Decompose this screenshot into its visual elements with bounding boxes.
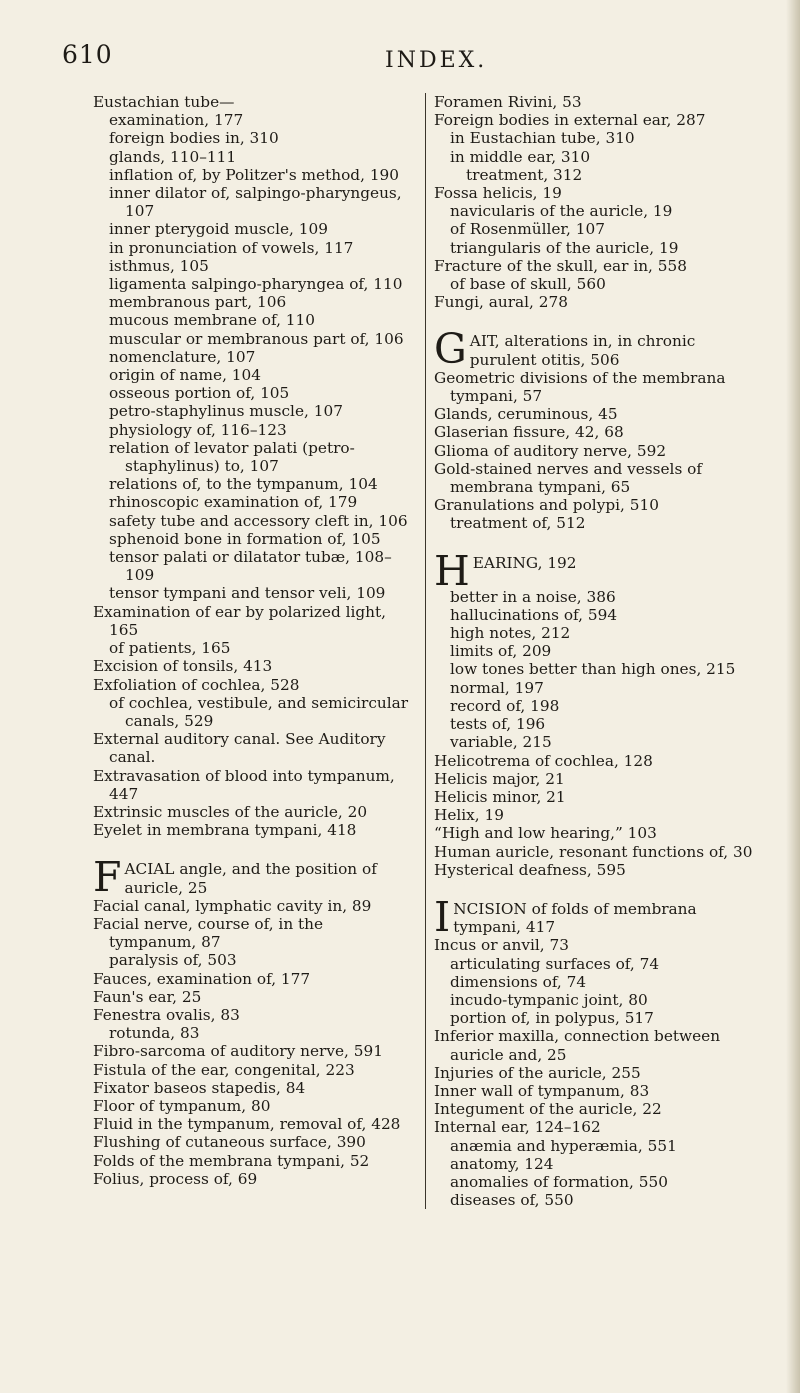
section-gap: [434, 879, 756, 900]
index-subentry: inflation of, by Politzer's method, 190: [109, 165, 400, 184]
index-entry: Facial canal, lymphatic cavity in, 89: [93, 896, 372, 915]
index-subentry: dimensions of, 74: [450, 972, 587, 991]
initial-entry-text: AIT, alterations in, in chronic purulent otitis, 506: [469, 332, 696, 369]
index-subentry: osseous portion of, 105: [109, 384, 290, 403]
index-subentry: in pronunciation of vowels, 117: [109, 238, 354, 257]
right-column: [425, 93, 756, 1209]
section-initial-entry: [434, 332, 756, 368]
index-subentry: rotunda, 83: [109, 1024, 200, 1043]
index-subentry: anæmia and hyperæmia, 551: [450, 1136, 677, 1155]
index-subentry: inner pterygoid muscle, 109: [109, 220, 328, 239]
index-section-f: [93, 897, 413, 1188]
index-subentry: muscular or membranous part of, 106: [109, 329, 404, 348]
section-initial-entry: [434, 554, 756, 588]
index-subentry: petro-staphylinus muscle, 107: [109, 402, 343, 421]
drop-cap: I: [434, 899, 451, 937]
index-entry: Excision of tonsils, 413: [93, 657, 273, 676]
index-subentry: limits of, 209: [450, 642, 552, 661]
drop-cap: H: [434, 553, 470, 588]
section-gap: [434, 533, 756, 554]
index-subentry: of cochlea, vestibule, and semicircular canals, 529: [109, 693, 409, 730]
index-subentry: treatment, 312: [466, 165, 583, 184]
index-subentry: treatment of, 512: [450, 514, 586, 533]
index-subentry: high notes, 212: [450, 624, 571, 643]
index-entry: Faun's ear, 25: [93, 987, 202, 1006]
index-entry: Fixator baseos stapedis, 84: [93, 1078, 306, 1097]
index-subentry: examination, 177: [109, 111, 244, 130]
index-entry: Eustachian tube—: [93, 93, 235, 111]
initial-entry-text: NCISION of folds of membrana tympani, 417: [453, 899, 697, 937]
index-entry: Inner wall of tympanum, 83: [434, 1081, 650, 1100]
index-subentry: diseases of, 550: [450, 1191, 574, 1210]
index-subentry: hallucinations of, 594: [450, 605, 618, 624]
index-entry: Injuries of the auricle, 255: [434, 1063, 641, 1082]
index-subentry: of patients, 165: [109, 639, 231, 658]
index-entry: “High and low hearing,” 103: [434, 824, 657, 843]
index-subentry: membranous part, 106: [109, 293, 287, 312]
index-entry: Fracture of the skull, ear in, 558: [434, 256, 687, 275]
index-entry: Fluid in the tympanum, removal of, 428: [93, 1115, 401, 1134]
index-subentry: anomalies of formation, 550: [450, 1172, 668, 1191]
index-entry: Fibro-sarcoma of auditory nerve, 591: [93, 1042, 383, 1061]
index-section-i: [434, 936, 756, 1209]
drop-cap: G: [434, 332, 467, 369]
index-entry: Foramen Rivini, 53: [434, 93, 582, 111]
index-subentry: nomenclature, 107: [109, 347, 256, 366]
index-subentry: physiology of, 116–123: [109, 420, 287, 439]
index-subentry: isthmus, 105: [109, 256, 209, 275]
index-entry: Extrinsic muscles of the auricle, 20: [93, 802, 368, 821]
index-section-h: [434, 588, 756, 879]
index-subentry: tensor tympani and tensor veli, 109: [109, 584, 386, 603]
index-entry: Facial nerve, course of, in the tympanum, 87: [93, 914, 324, 952]
index-entry: Helix, 19: [434, 806, 504, 825]
index-entry: Gold-stained nerves and vessels of membrana tympani, 65: [434, 459, 703, 497]
index-entry: Inferior maxilla, connection between auricle and, 25: [434, 1027, 721, 1064]
index-subentry: anatomy, 124: [450, 1154, 554, 1173]
drop-cap: F: [93, 860, 122, 897]
index-entry: Incus or anvil, 73: [434, 936, 569, 955]
index-entry: Helicis minor, 21: [434, 787, 566, 806]
index-subentry: inner dilator of, salpingo-pharyngeus, 107: [109, 184, 402, 221]
index-subentry: in middle ear, 310: [450, 147, 591, 166]
section-initial-entry: [434, 900, 756, 936]
index-entry: Granulations and polypi, 510: [434, 496, 659, 515]
running-head: INDEX.: [385, 48, 488, 73]
index-entry: Glands, ceruminous, 45: [434, 405, 618, 424]
index-subentry: normal, 197: [450, 678, 544, 697]
section-gap: [93, 839, 413, 860]
index-subentry: rhinoscopic examination of, 179: [109, 493, 358, 512]
index-entry: Fenestra ovalis, 83: [93, 1005, 240, 1024]
index-subentry: safety tube and accessory cleft in, 106: [109, 511, 408, 530]
index-entry: Fistula of the ear, congenital, 223: [93, 1060, 355, 1079]
index-subentry: better in a noise, 386: [450, 587, 616, 606]
index-subentry: low tones better than high ones, 215: [450, 660, 736, 679]
index-subentry: tensor palati or dilatator tubæ, 108–109: [109, 548, 392, 585]
index-subentry: foreign bodies in, 310: [109, 129, 279, 148]
index-section-g: [434, 369, 756, 533]
index-entry: Helicotrema of cochlea, 128: [434, 751, 653, 770]
index-entry: Fauces, examination of, 177: [93, 969, 311, 988]
index-entry: Hysterical deafness, 595: [434, 860, 626, 879]
index-entry: Geometric divisions of the membrana tympani, 57: [434, 368, 726, 406]
index-entry: Glioma of auditory nerve, 592: [434, 441, 667, 460]
index-subentry: origin of name, 104: [109, 366, 261, 385]
index-entry: Eyelet in membrana tympani, 418: [93, 821, 357, 840]
index-subentry: relations of, to the tympanum, 104: [109, 475, 378, 494]
index-entry: Fungi, aural, 278: [434, 293, 568, 312]
index-subentry: glands, 110–111: [109, 147, 237, 166]
index-entry: Integument of the auricle, 22: [434, 1100, 662, 1119]
index-entry: Foreign bodies in external ear, 287: [434, 111, 706, 130]
index-entry: Examination of ear by polarized light, 165: [93, 602, 387, 639]
page-edge-shadow: [786, 0, 800, 1393]
page-number: 610: [62, 40, 113, 69]
initial-entry-text: ACIAL angle, and the position of auricle, 25: [124, 860, 377, 897]
index-entry: Internal ear, 124–162: [434, 1118, 601, 1137]
index-subentry: portion of, in polypus, 517: [450, 1009, 654, 1028]
index-section-f-cont: [434, 93, 756, 311]
index-subentry: of Rosenmüller, 107: [450, 220, 605, 239]
index-entry: External auditory canal. See Auditory canal.: [93, 730, 386, 767]
section-gap: [434, 311, 756, 332]
index-entry: Folds of the membrana tympani, 52: [93, 1151, 370, 1170]
index-subentry: tests of, 196: [450, 715, 546, 734]
index-subentry: ligamenta salpingo-pharyngea of, 110: [109, 275, 403, 294]
index-entry: Extravasation of blood into tympanum, 447: [93, 766, 395, 803]
index-subentry: mucous membrane of, 110: [109, 311, 315, 330]
index-section-e: [93, 93, 413, 839]
index-subentry: navicularis of the auricle, 19: [450, 202, 673, 221]
index-subentry: record of, 198: [450, 696, 560, 715]
index-subentry: incudo-tympanic joint, 80: [450, 990, 648, 1009]
index-entry: Exfoliation of cochlea, 528: [93, 675, 300, 694]
index-subentry: relation of levator palati (petro-staphylinus) to, 107: [109, 438, 355, 476]
index-entry: Glaserian fissure, 42, 68: [434, 423, 624, 442]
index-subentry: of base of skull, 560: [450, 275, 606, 294]
initial-entry-text: EARING, 192: [472, 553, 577, 572]
index-entry: Floor of tympanum, 80: [93, 1096, 271, 1115]
index-entry: Fossa helicis, 19: [434, 184, 562, 203]
index-subentry: in Eustachian tube, 310: [450, 129, 635, 148]
index-subentry: triangularis of the auricle, 19: [450, 238, 679, 257]
index-entry: Folius, process of, 69: [93, 1169, 258, 1188]
index-entry: Helicis major, 21: [434, 769, 565, 788]
left-column: [93, 93, 413, 1188]
index-subentry: articulating surfaces of, 74: [450, 954, 660, 973]
index-subentry: sphenoid bone in formation of, 105: [109, 529, 381, 548]
index-entry: Human auricle, resonant functions of, 30: [434, 842, 753, 861]
index-entry: Flushing of cutaneous surface, 390: [93, 1133, 366, 1152]
index-subentry: variable, 215: [450, 733, 552, 752]
index-subentry: paralysis of, 503: [109, 951, 237, 970]
section-initial-entry: [93, 860, 413, 896]
